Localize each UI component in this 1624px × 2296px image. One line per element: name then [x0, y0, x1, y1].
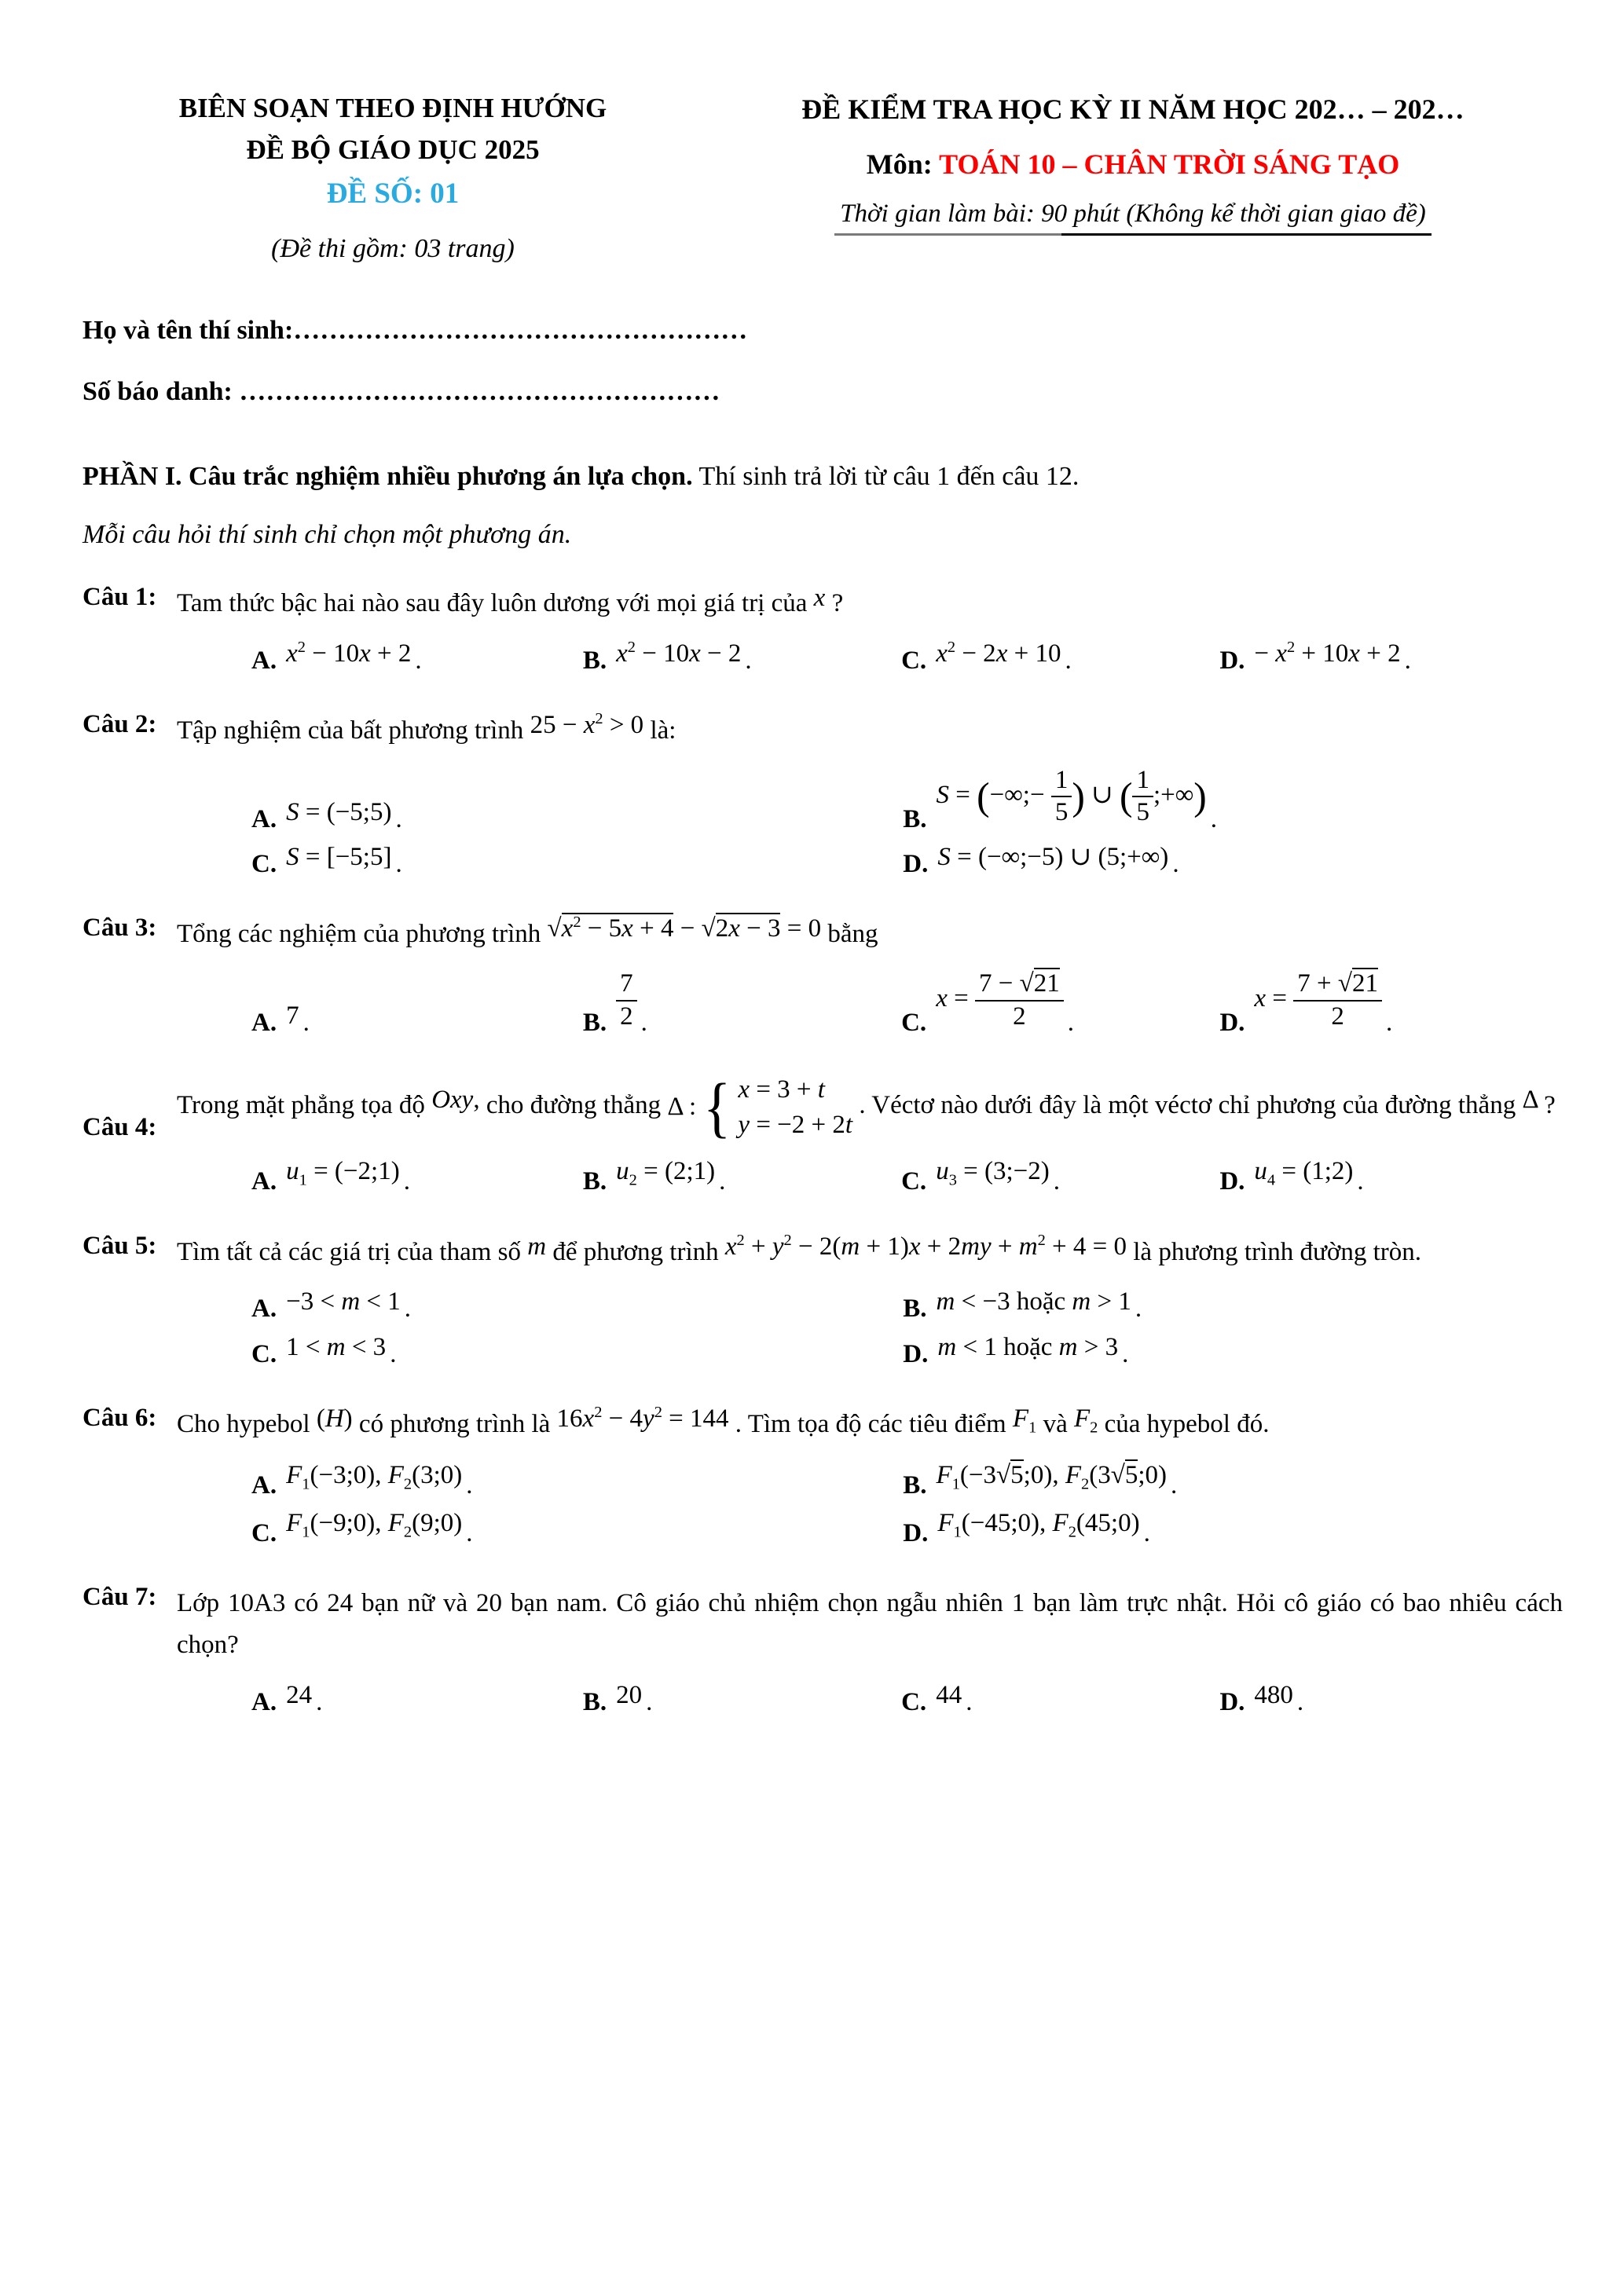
- header-left-line2: ĐỀ BỘ GIÁO DỤC 2025: [246, 134, 540, 165]
- options-row: [177, 1674, 1563, 1719]
- option-formula: − $x^2 + 10x + 2$: [1254, 638, 1401, 668]
- part1-heading-bold: PHẦN I. Câu trắc nghiệm nhiều phương án lựa chọn.: [82, 462, 693, 491]
- option-a: [251, 1287, 898, 1325]
- option-period: .: [316, 1688, 323, 1717]
- option-key: D.: [903, 1339, 929, 1368]
- option-period: .: [640, 1009, 647, 1038]
- question-number: Câu 7:: [82, 1583, 157, 1612]
- option-key: B.: [582, 1009, 607, 1038]
- option-period: .: [466, 1519, 473, 1548]
- option-key: A.: [251, 1009, 277, 1038]
- option-period: .: [395, 850, 402, 879]
- option-period: .: [966, 1688, 973, 1717]
- option-period: .: [1172, 850, 1179, 879]
- option-period: .: [1357, 1167, 1364, 1196]
- options-row: [177, 1150, 1563, 1198]
- options-row: [177, 632, 1563, 677]
- option-period: .: [390, 1339, 397, 1368]
- option-period: .: [646, 1688, 653, 1717]
- duration-line: Thời gian làm bài: 90 phút (Không kể thời gian giao đề): [840, 200, 1426, 228]
- option-key: C.: [901, 646, 927, 675]
- option-b: [582, 1157, 896, 1198]
- option-a: [251, 1461, 898, 1502]
- part1-heading: [82, 462, 1563, 492]
- option-key: B.: [582, 1167, 607, 1196]
- option-period: .: [719, 1167, 726, 1196]
- option-formula: S = (−5;5): [286, 797, 392, 826]
- options-row: [177, 963, 1563, 1039]
- option-formula: $\frac{7}{2}$: [616, 969, 637, 1032]
- exam-number: ĐỀ SỐ: 01: [326, 178, 460, 210]
- option-a: [251, 772, 898, 836]
- option-c: [251, 843, 898, 881]
- option-formula: 7: [286, 1002, 299, 1031]
- option-formula: 20: [616, 1681, 643, 1710]
- option-b: [903, 765, 1563, 836]
- option-period: .: [1296, 1688, 1304, 1717]
- option-period: .: [745, 646, 752, 675]
- header-right-block: [703, 88, 1563, 236]
- option-b: [582, 969, 896, 1039]
- question-text: Tập nghiệm của bất phương trình $25 - x^2 > 0$ là:: [177, 710, 676, 745]
- option-c: [901, 638, 1215, 677]
- option-period: .: [1385, 1009, 1393, 1038]
- student-info: [82, 316, 1563, 407]
- question-2: [82, 710, 1563, 881]
- option-a: [251, 976, 578, 1039]
- question-text: Lớp 10A3 có 24 bạn nữ và 20 bạn nam. Cô giáo chủ nhiệm chọn ngẫu nhiên 1 bạn làm trực nhật. Hỏi cô giáo có bao nhiêu cách chọn?: [177, 1589, 1563, 1660]
- question-text: Tam thức bậc hai nào sau đây luôn dương với mọi giá trị của x ?: [177, 584, 844, 617]
- compile-orientation-line: [82, 88, 703, 170]
- option-formula: $u_3$ = (3;−2): [936, 1157, 1050, 1189]
- option-formula: $F_1(-3;0)$, $F_2(3;0)$: [286, 1461, 463, 1493]
- option-b: [903, 1461, 1563, 1502]
- option-key: C.: [251, 850, 277, 879]
- option-c: [251, 1332, 898, 1371]
- option-b: [582, 638, 896, 677]
- question-1: [82, 583, 1563, 677]
- student-id-dots: ………………………………………………: [239, 377, 720, 406]
- option-period: .: [395, 804, 402, 833]
- option-key: D.: [1219, 1009, 1245, 1038]
- student-name-row: [82, 316, 1563, 346]
- question-text: Tìm tất cả các giá trị của tham số m để phương trình $x^2 + y^2 - 2(m + 1)x + 2my + m^2 + 4 = 0$ là phương trình đường tròn.: [177, 1231, 1421, 1266]
- option-key: A.: [251, 1688, 277, 1717]
- student-id-row: [82, 377, 1563, 407]
- option-key: C.: [251, 1339, 277, 1368]
- option-formula: $u_4$ = (1;2): [1254, 1157, 1354, 1189]
- question-3: [82, 914, 1563, 1039]
- option-formula: $x^2 - 10x - 2$: [616, 638, 742, 668]
- option-period: .: [1122, 1339, 1129, 1368]
- question-5: [82, 1232, 1563, 1371]
- option-key: B.: [903, 804, 927, 833]
- option-formula: x = $\frac{7 + √21}{2}$: [1254, 969, 1382, 1032]
- exam-header: [82, 88, 1563, 264]
- option-formula: m < −3 hoặc m > 1: [936, 1287, 1131, 1316]
- option-key: B.: [903, 1471, 927, 1500]
- option-key: B.: [903, 1294, 927, 1324]
- subject-label: Môn:: [866, 148, 940, 180]
- option-formula: S = (−∞;−5) ∪ (5;+∞): [937, 843, 1169, 872]
- option-key: D.: [1219, 646, 1245, 675]
- options-row: [177, 1280, 1563, 1371]
- option-key: C.: [901, 1167, 927, 1196]
- question-6: [82, 1404, 1563, 1551]
- option-key: C.: [251, 1519, 277, 1548]
- option-period: .: [1143, 1519, 1150, 1548]
- part1-heading-rest: Thí sinh trả lời từ câu 1 đến câu 12.: [692, 462, 1080, 491]
- question-number: Câu 5:: [82, 1231, 157, 1260]
- options-row: [177, 760, 1563, 881]
- question-7: [82, 1583, 1563, 1719]
- option-formula: 44: [936, 1681, 962, 1710]
- option-d: [903, 1332, 1563, 1371]
- student-name-label: Họ và tên thí sinh:: [82, 316, 294, 345]
- question-number: Câu 1:: [82, 583, 157, 611]
- option-c: [251, 1509, 898, 1550]
- option-d: [1219, 1157, 1563, 1198]
- option-key: A.: [251, 1471, 277, 1500]
- option-formula: $u_2$ = (2;1): [616, 1157, 716, 1189]
- option-period: .: [1065, 646, 1072, 675]
- option-key: D.: [1219, 1688, 1245, 1717]
- option-formula: m < 1 hoặc m > 3: [937, 1332, 1119, 1361]
- option-b: [903, 1287, 1563, 1325]
- option-formula: 1 < m < 3: [286, 1332, 387, 1361]
- duration-underline: [834, 233, 1432, 236]
- student-name-dots: ……………………………………………: [293, 316, 748, 345]
- option-key: D.: [1219, 1167, 1245, 1196]
- option-c: [901, 1681, 1215, 1719]
- header-left-block: [82, 88, 703, 264]
- option-period: .: [1053, 1167, 1061, 1196]
- option-key: B.: [582, 1688, 607, 1717]
- options-row: [177, 1454, 1563, 1550]
- subject-name: TOÁN 10 – CHÂN TRỜI SÁNG TẠO: [939, 148, 1400, 180]
- option-formula: S = (−∞;− $\frac{1}{5}$ ) ∪ ( $\frac{1}{5}$ ;+∞): [936, 765, 1207, 827]
- option-period: .: [403, 1167, 410, 1196]
- option-formula: $x^2 - 2x + 10$: [936, 638, 1061, 668]
- question-number: Câu 4:: [82, 1113, 157, 1142]
- option-d: [1219, 638, 1563, 677]
- exam-title: ĐỀ KIỂM TRA HỌC KỲ II NĂM HỌC 202… – 202…: [801, 93, 1465, 125]
- subject-line: [703, 148, 1563, 181]
- question-text: Cho hypebol (H) có phương trình là $16x^2 - 4y^2 = 144$ . Tìm tọa độ các tiêu điểm $F_1$ và $F_2$ của hypebol đó.: [177, 1403, 1270, 1438]
- option-key: A.: [251, 1167, 277, 1196]
- option-b: [582, 1681, 896, 1719]
- option-d: [1219, 1681, 1563, 1719]
- option-d: [903, 843, 1563, 881]
- option-key: A.: [251, 646, 277, 675]
- student-id-label: Số báo danh:: [82, 377, 240, 406]
- option-formula: 24: [286, 1681, 313, 1710]
- option-period: .: [302, 1009, 310, 1038]
- option-key: C.: [901, 1688, 927, 1717]
- option-formula: $F_1(-45;0)$, $F_2(45;0)$: [937, 1509, 1140, 1541]
- question-number: Câu 3:: [82, 914, 157, 943]
- option-a: [251, 638, 578, 677]
- option-period: .: [404, 1294, 412, 1324]
- option-key: C.: [901, 1009, 927, 1038]
- option-formula: −3 < m < 1: [286, 1287, 401, 1316]
- question-number: Câu 6:: [82, 1403, 157, 1432]
- pages-note: (Đề thi gồm: 03 trang): [271, 234, 515, 263]
- option-period: .: [1210, 804, 1217, 833]
- option-formula: $F_1(-9;0)$, $F_2(9;0)$: [286, 1509, 463, 1541]
- part1-note: Mỗi câu hỏi thí sinh chỉ chọn một phương án.: [82, 520, 572, 549]
- option-period: .: [1171, 1471, 1178, 1500]
- question-4: [82, 1072, 1563, 1198]
- option-formula: x = $\frac{7 - √21}{2}$: [936, 969, 1064, 1032]
- option-formula: S = [−5;5]: [286, 843, 392, 872]
- option-key: A.: [251, 1294, 277, 1324]
- option-formula: $u_1$ = (−2;1): [286, 1157, 400, 1189]
- option-period: .: [466, 1471, 473, 1500]
- option-formula: 480: [1254, 1681, 1293, 1710]
- option-a: [251, 1681, 578, 1719]
- option-key: D.: [903, 850, 929, 879]
- option-period: .: [1404, 646, 1411, 675]
- option-key: B.: [582, 646, 607, 675]
- question-text: Trong mặt phẳng tọa độ Oxy, cho đường thẳng Δ : { x = 3 + t y = −2 + 2t . Véctơ nào dưới đây là một véctơ chỉ phương của đường thẳng Δ ?: [177, 1070, 1556, 1145]
- option-period: .: [415, 646, 422, 675]
- question-number: Câu 2:: [82, 710, 157, 739]
- option-period: .: [1135, 1294, 1142, 1324]
- option-d: [1219, 969, 1563, 1039]
- option-period: .: [1067, 1009, 1074, 1038]
- question-text: Tổng các nghiệm của phương trình $√x^2 - 5x + 4 - √2x - 3 = 0$ bằng: [177, 914, 878, 949]
- option-formula: $F_1(-3√5;0)$, $F_2(3√5;0)$: [936, 1461, 1168, 1493]
- option-c: [901, 969, 1215, 1039]
- option-key: D.: [903, 1519, 929, 1548]
- option-c: [901, 1157, 1215, 1198]
- option-a: [251, 1157, 578, 1198]
- option-d: [903, 1509, 1563, 1550]
- header-left-line1: BIÊN SOẠN THEO ĐỊNH HƯỚNG: [178, 93, 607, 123]
- option-key: A.: [251, 804, 277, 833]
- option-formula: $x^2 - 10x + 2$: [286, 638, 412, 668]
